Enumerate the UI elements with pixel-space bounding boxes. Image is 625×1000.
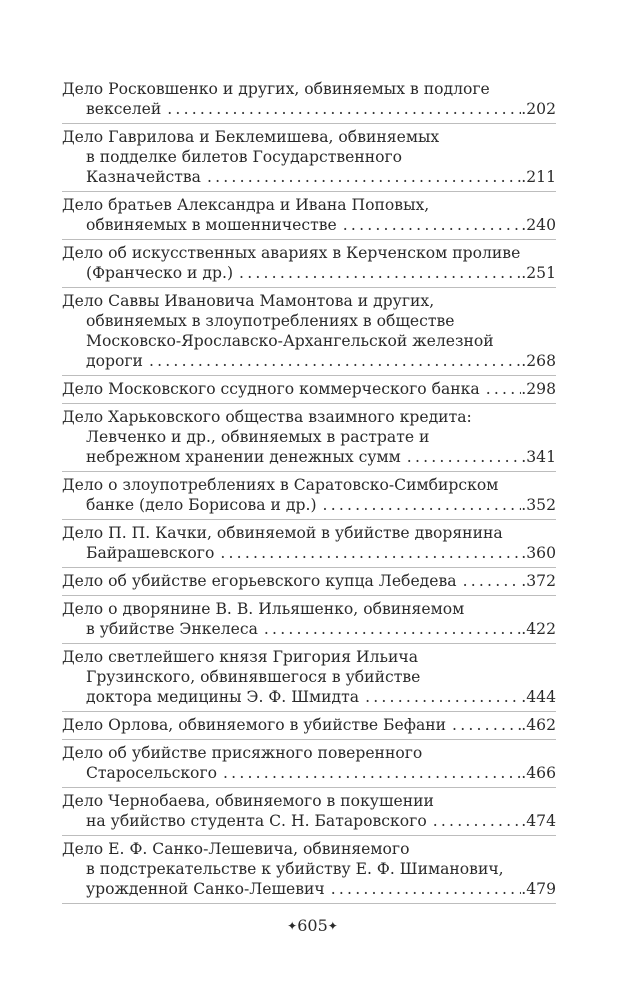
toc-entry bbox=[62, 404, 556, 472]
toc-entry-last-line bbox=[62, 715, 556, 735]
toc-entry bbox=[62, 596, 556, 644]
toc-entry bbox=[62, 568, 556, 596]
dot-leader bbox=[480, 379, 522, 399]
toc-entry-line: в подстрекательстве к убийству Е. Ф. Шиманович, bbox=[86, 860, 504, 878]
toc-entry bbox=[62, 836, 556, 904]
toc-entry-line: Дело об искусственных авариях в Керченском проливе bbox=[62, 244, 521, 262]
toc-entry-page: .479 bbox=[521, 880, 556, 898]
toc-entry-line: Дело Саввы Ивановича Мамонтова и других, bbox=[62, 292, 435, 310]
toc-entry-line: обвиняемых в злоупотреблениях в обществе bbox=[86, 312, 455, 330]
toc-entry-page: .444 bbox=[521, 688, 556, 706]
toc-entry-line: Грузинского, обвинявшегося в убийстве bbox=[86, 668, 421, 686]
toc-entry-line: в подделке билетов Государственного bbox=[86, 148, 403, 166]
dot-leader bbox=[317, 495, 522, 515]
dot-leader bbox=[359, 687, 521, 707]
toc-entry bbox=[62, 472, 556, 520]
toc-entry-title-end: Дело об убийстве егорьевского купца Лебедева bbox=[62, 572, 457, 590]
toc-entry-page: .372 bbox=[521, 572, 556, 590]
toc-entry-title-end: Дело Орлова, обвиняемого в убийстве Бефани bbox=[62, 716, 447, 734]
dot-leader bbox=[258, 619, 521, 639]
toc-entry-last-line bbox=[62, 263, 556, 283]
toc-entry-page: .211 bbox=[521, 168, 556, 186]
toc-entry-page: .474 bbox=[521, 812, 556, 830]
toc-entry-last-line bbox=[62, 879, 556, 899]
toc-entry-line: Дело П. П. Качки, обвиняемой в убийстве дворянина bbox=[62, 524, 503, 542]
dot-leader bbox=[325, 879, 522, 899]
toc-entry bbox=[62, 192, 556, 240]
toc-entry-page: .341 bbox=[521, 448, 556, 466]
toc-entry-title-end: Дело Московского ссудного коммерческого банка bbox=[62, 380, 480, 398]
toc-entry-page: .352 bbox=[521, 496, 556, 514]
toc-entry-page: .298 bbox=[521, 380, 556, 398]
toc-entry-line: Левченко и др., обвиняемых в растрате и bbox=[86, 428, 430, 446]
toc-entry bbox=[62, 288, 556, 376]
toc-entry-title-end: небрежном хранении денежных сумм bbox=[86, 448, 401, 466]
toc-entry-line: Дело Чернобаева, обвиняемого в покушении bbox=[62, 792, 434, 810]
toc-entry bbox=[62, 76, 556, 124]
toc-entry-last-line bbox=[62, 351, 556, 371]
toc-entry bbox=[62, 240, 556, 288]
toc-entry-line: Дело о злоупотреблениях в Саратовско-Симбирском bbox=[62, 476, 499, 494]
toc-entry-title-end: банке (дело Борисова и др.) bbox=[86, 496, 317, 514]
dot-leader bbox=[457, 571, 522, 591]
dot-leader bbox=[446, 715, 521, 735]
toc-entry-line: Дело Е. Ф. Санко-Лешевича, обвиняемого bbox=[62, 840, 410, 858]
toc-entry-last-line bbox=[62, 167, 556, 187]
toc-entry bbox=[62, 788, 556, 836]
toc-entry-title-end: (Франческо и др.) bbox=[86, 264, 234, 282]
toc-entry-last-line bbox=[62, 215, 556, 235]
toc-entry-last-line bbox=[62, 763, 556, 783]
toc-entry-page: .466 bbox=[521, 764, 556, 782]
toc-entry bbox=[62, 740, 556, 788]
page-number bbox=[0, 916, 625, 935]
toc-entry-title-end: обвиняемых в мошенничестве bbox=[86, 216, 337, 234]
toc-entry-title-end: урожденной Санко-Лешевич bbox=[86, 880, 325, 898]
toc-entry-line: Дело Росковшенко и других, обвиняемых в подлоге bbox=[62, 80, 490, 98]
toc-entry-title-end: Старосельского bbox=[86, 764, 218, 782]
toc-entry-page: .422 bbox=[521, 620, 556, 638]
toc-entry-last-line bbox=[62, 447, 556, 467]
dot-leader bbox=[201, 167, 521, 187]
toc-entry-line: Дело братьев Александра и Ивана Поповых, bbox=[62, 196, 430, 214]
toc-entry-title-end: Казначейства bbox=[86, 168, 201, 186]
toc-entry bbox=[62, 520, 556, 568]
toc-entry-title-end: на убийство студента С. Н. Батаровского bbox=[86, 812, 427, 830]
toc-entry-page: .202 bbox=[521, 100, 556, 118]
toc-entry-last-line bbox=[62, 619, 556, 639]
toc-entry-title-end: дороги bbox=[86, 352, 143, 370]
toc-entry-last-line bbox=[62, 571, 556, 591]
dot-leader bbox=[217, 763, 521, 783]
ornament-left-icon: ✦ bbox=[287, 919, 298, 933]
toc-entry bbox=[62, 376, 556, 404]
toc-entry-last-line bbox=[62, 495, 556, 515]
toc-entry-line: Дело Харьковского общества взаимного кредита: bbox=[62, 408, 472, 426]
dot-leader bbox=[337, 215, 522, 235]
dot-leader bbox=[143, 351, 521, 371]
dot-leader bbox=[214, 543, 521, 563]
toc-entry-page: .462 bbox=[521, 716, 556, 734]
toc-entry-line: Московско-Ярославско-Архангельской железной bbox=[86, 332, 494, 350]
table-of-contents bbox=[62, 76, 556, 904]
toc-entry-title-end: доктора медицины Э. Ф. Шмидта bbox=[86, 688, 360, 706]
toc-entry-page: .251 bbox=[521, 264, 556, 282]
toc-entry bbox=[62, 124, 556, 192]
dot-leader bbox=[427, 811, 522, 831]
toc-entry-line: Дело Гаврилова и Беклемишева, обвиняемых bbox=[62, 128, 440, 146]
toc-entry bbox=[62, 644, 556, 712]
toc-entry-page: .360 bbox=[521, 544, 556, 562]
toc-entry-last-line bbox=[62, 687, 556, 707]
toc-entry-line: Дело об убийстве присяжного поверенного bbox=[62, 744, 423, 762]
dot-leader bbox=[401, 447, 521, 467]
toc-entry-title-end: Байрашевского bbox=[86, 544, 215, 562]
page-number-value: 605 bbox=[297, 916, 328, 935]
toc-entry-title-end: векселей bbox=[86, 100, 162, 118]
toc-entry-last-line bbox=[62, 99, 556, 119]
toc-entry bbox=[62, 712, 556, 740]
toc-entry-last-line bbox=[62, 543, 556, 563]
toc-entry-last-line bbox=[62, 811, 556, 831]
toc-entry-page: .240 bbox=[521, 216, 556, 234]
dot-leader bbox=[161, 99, 521, 119]
toc-entry-line: Дело светлейшего князя Григория Ильича bbox=[62, 648, 418, 666]
dot-leader bbox=[233, 263, 521, 283]
ornament-right-icon: ✦ bbox=[327, 919, 338, 933]
toc-entry-line: Дело о дворянине В. В. Ильяшенко, обвиняемом bbox=[62, 600, 465, 618]
toc-entry-title-end: в убийстве Энкелеса bbox=[86, 620, 258, 638]
toc-entry-last-line bbox=[62, 379, 556, 399]
toc-entry-page: .268 bbox=[521, 352, 556, 370]
